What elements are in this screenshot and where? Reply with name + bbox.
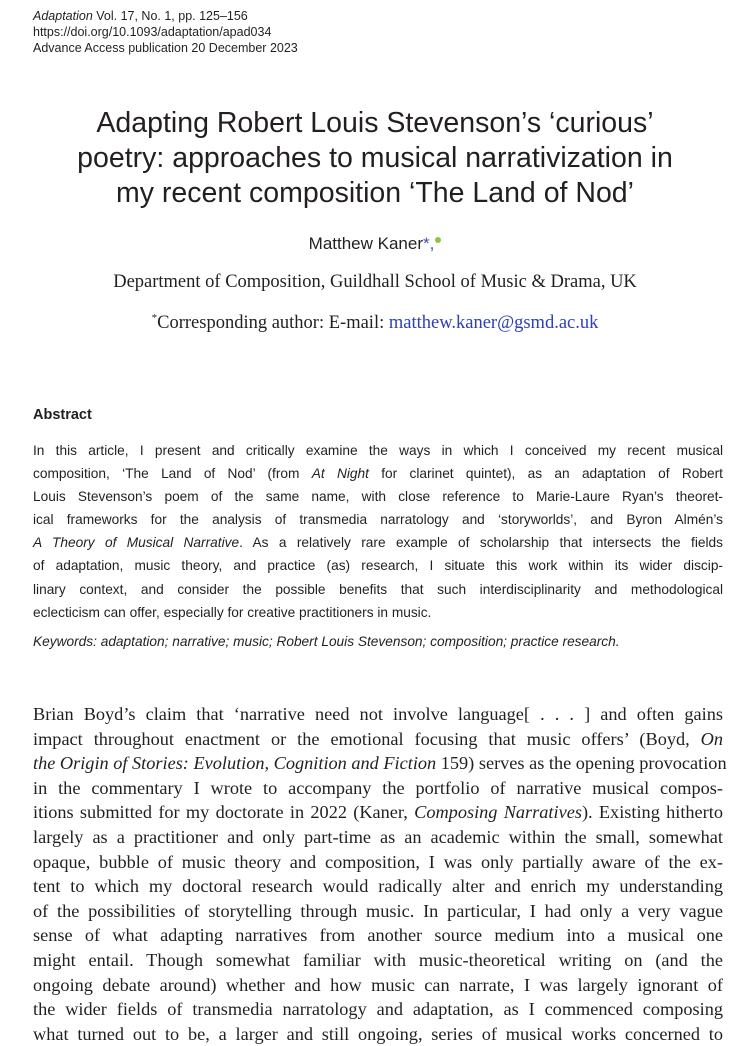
body-line: what turned out to be, a larger and still ongoing, series of musical works concerned to	[33, 1023, 723, 1044]
corresponding-label: Corresponding author: E-mail:	[157, 313, 389, 334]
body-line: opaque, bubble of music theory and composition, I was only partially aware of the ex-	[33, 851, 723, 872]
journal-citation	[33, 8, 298, 24]
body-line: largely as a practitioner and only part-time as an academic within the small, somewhat	[33, 826, 723, 847]
corresponding-asterisk: *	[151, 312, 158, 324]
journal-name: Adaptation	[33, 9, 93, 23]
abstract-line: In this article, I present and critically examine the ways in which I conceived my recent musical	[33, 443, 723, 458]
volume-info: Vol. 17, No. 1, pp. 125–156	[92, 9, 248, 23]
body-paragraph	[33, 702, 727, 1046]
body-line: itions submitted for my doctorate in 2022 (Kaner, Composing Narratives). Existing hitherto	[33, 802, 723, 823]
body-line: the wider fields of transmedia narratology and adaptation, as I commenced composing	[33, 999, 723, 1020]
article-title	[20, 106, 730, 211]
book-title: the Origin of Stories: Evolution, Cognition and Fiction	[33, 753, 437, 774]
body-line: the Origin of Stories: Evolution, Cognition and Fiction 159) serves as the opening provocation	[33, 753, 727, 774]
body-line: impact throughout enactment or the emotional focusing that music offers’ (Boyd, On	[33, 728, 723, 749]
publication-date: Advance Access publication 20 December 2023	[33, 41, 298, 55]
doi-link[interactable]: https://doi.org/10.1093/adaptation/apad034	[33, 25, 272, 39]
affiliation: Department of Composition, Guildhall School of Music & Drama, UK	[113, 272, 637, 292]
abstract-line: Louis Stevenson’s poem of the same name, with close reference to Marie-Laure Ryan’s theoret-	[33, 489, 723, 505]
corresponding-author	[0, 307, 750, 334]
orcid-icon[interactable]	[435, 237, 441, 243]
author-line	[0, 234, 750, 254]
body-line: of the possibilities of storytelling through music. In particular, I had only a very vague	[33, 900, 723, 921]
body-line: ongoing debate around) whether and how music can narrate, I was largely ignorant of	[33, 974, 723, 995]
keywords: Keywords: adaptation; narrative; music; Robert Louis Stevenson; composition; practice research.	[33, 634, 620, 649]
article-header	[33, 8, 298, 56]
abstract-line: composition, ‘The Land of Nod’ (from At Night for clarinet quintet), as an adaptation of Robert	[33, 466, 723, 482]
body-line: sense of what adapting narratives from another source medium into a musical one	[33, 925, 723, 946]
book-title: Composing Narratives	[414, 802, 582, 823]
abstract-line: eclecticism can offer, especially for creative practitioners in music.	[33, 604, 432, 620]
body-line: might entail. Though somewhat familiar with music-theoretical writing on (and the	[33, 949, 723, 970]
title-line: Adapting Robert Louis Stevenson’s ‘curious’	[96, 107, 654, 139]
body-line: tent to which my doctoral research would radically alter and enrich my understanding	[33, 876, 723, 897]
title-line: poetry: approaches to musical narrativization in	[77, 142, 673, 174]
title-line: my recent composition ‘The Land of Nod’	[115, 177, 634, 209]
book-title: A Theory of Musical Narrative	[33, 535, 240, 551]
email-link[interactable]: matthew.kaner@gsmd.ac.uk	[388, 313, 599, 334]
body-line: Brian Boyd’s claim that ‘narrative need not involve language[ . . . ] and often gains	[33, 704, 723, 724]
author-name[interactable]: Matthew Kaner	[308, 234, 423, 253]
body-line: in the commentary I wrote to accompany the portfolio of narrative musical compos-	[33, 777, 723, 798]
corresponding-marker: *,	[423, 234, 435, 253]
abstract-line: linary context, and consider the possible benefits that such interdisciplinarity and methodological	[33, 581, 723, 597]
abstract-line: of adaptation, music theory, and practice (as) research, I situate this work within its wider discip-	[33, 558, 723, 574]
abstract-line: ical frameworks for the analysis of transmedia narratology and ‘storyworlds’, and Byron Almén’s	[33, 512, 723, 528]
abstract-line: A Theory of Musical Narrative. As a relatively rare example of scholarship that intersects the fields	[33, 535, 723, 551]
work-title: At Night	[311, 466, 369, 482]
abstract-text	[33, 439, 723, 624]
abstract-heading: Abstract	[33, 407, 92, 423]
